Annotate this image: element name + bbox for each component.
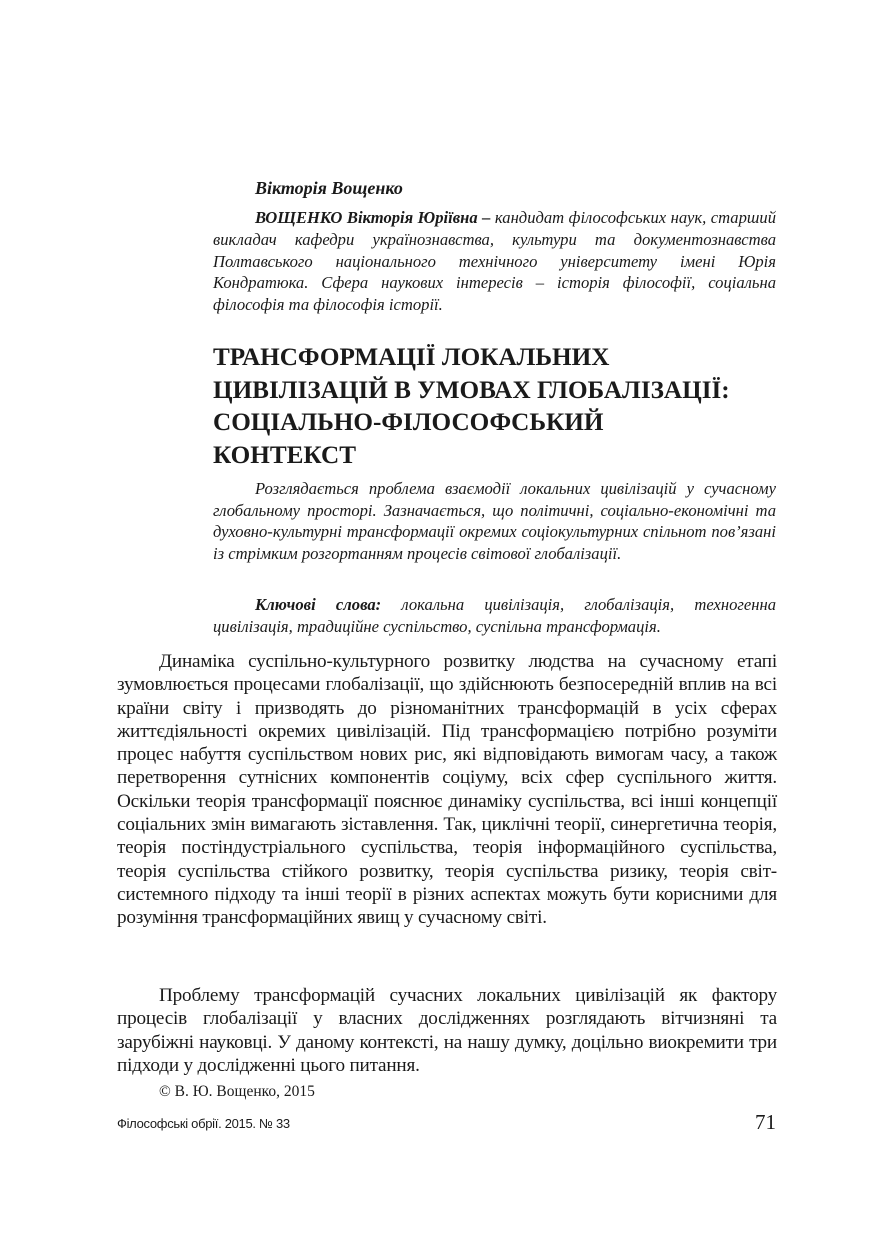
copyright-notice: © В. Ю. Вощенко, 2015 [159, 1083, 315, 1100]
title-line: КОНТЕКСТ [213, 441, 357, 469]
body-paragraph: Динаміка суспільно-культурного розвитку людства на сучасному етапі зумовлюється процесами глобалізації, що здійснюють безпосередній вплив на всі країни світу і призводять до різноманітних трансформацій в усіх сферах життєдіяльності окремих цивілізацій. Під трансформацією потрібно розуміти процес набуття суспільством нових рис, які відповідають вимогам часу, а також перетворення сутнісних компонентів соціуму, всіх сфер суспільного життя. Оскільки теорія трансформації пояснює динаміку суспільства, всі інші концепції соціальних змін вимагають зіставлення. Так, циклічні теорії, синергетична теорія, теорія постіндустріального суспільства, теорія інформаційного суспільства, теорія суспільства стійкого розвитку, теорія суспільства ризику, теорія світ-системного підходу та інші теорії в різних аспектах можуть бути корисними для розуміння трансформаційних явищ у сучасному світі. [117, 651, 777, 929]
body-paragraph: Проблему трансформацій сучасних локальних цивілізацій як фактору процесів глобалізації у власних дослідженнях розглядають вітчизняні та зарубіжні науковці. У даному контексті, на нашу думку, доцільно виокремити три підходи у дослідженні цього питання. [117, 985, 777, 1076]
keywords-text: локальна цивілізація, глобалізація, техногенна цивілізація, традиційне суспільство, суспільна трансформація. [213, 595, 776, 636]
title-line: ЦИВІЛІЗАЦІЙ В УМОВАХ ГЛОБАЛІЗАЦІЇ: [213, 376, 730, 404]
title-line: СОЦІАЛЬНО-ФІЛОСОФСЬКИЙ [213, 409, 604, 436]
keywords [213, 594, 776, 637]
journal-footer: Філософські обрії. 2015. № 33 [117, 1116, 290, 1131]
author-bio [213, 207, 776, 316]
author-name: Вікторія Вощенко [255, 178, 403, 198]
keywords-label: Ключові слова: [255, 595, 382, 614]
page-number: 71 [755, 1110, 776, 1134]
article-title [213, 342, 783, 472]
author-bio-name: ВОЩЕНКО Вікторія Юріївна – [255, 208, 491, 227]
author-bio-text: кандидат філософських наук, старший викладач кафедри українознавства, культури та документознавства Полтавського національного технічного університету імені Юрія Кондратюка. Сфера наукових інтересів – історія філософії, соціальна філософія та філософія історії. [213, 208, 776, 315]
abstract: Розглядається проблема взаємодії локальних цивілізацій у сучасному глобальному просторі. Зазначається, що політичні, соціально-економічні та духовно-культурні трансформації окремих соціокультурних спільнот пов’язані із стрімким розгортанням процесів світової глобалізації. [213, 479, 776, 563]
title-line: ТРАНСФОРМАЦІЇ ЛОКАЛЬНИХ [213, 344, 610, 371]
